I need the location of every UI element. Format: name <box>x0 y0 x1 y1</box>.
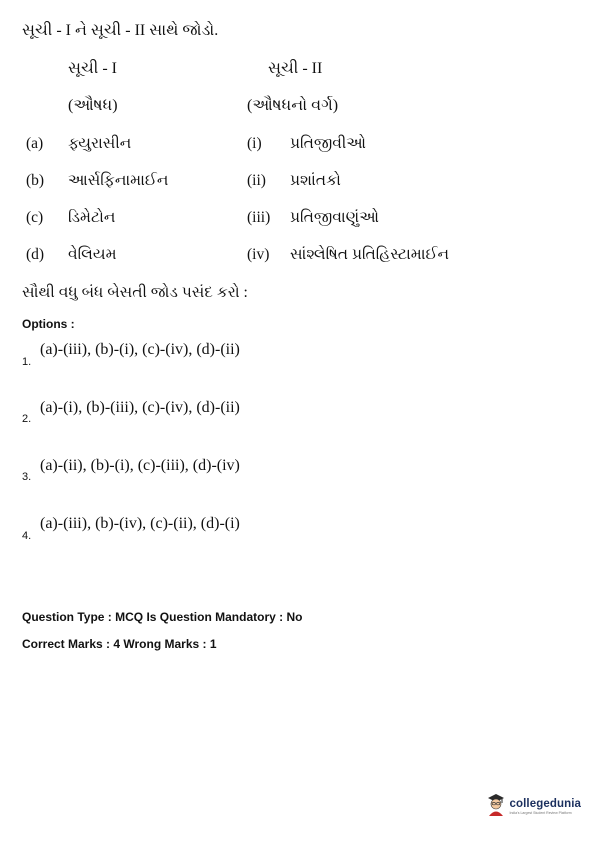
list2-item: પ્રતિજીવીઓ <box>290 135 367 152</box>
list2-label: (iii) <box>247 209 271 226</box>
option-text: (a)-(i), (b)-(iii), (c)-(iv), (d)-(ii) <box>40 399 240 416</box>
option-text: (a)-(ii), (b)-(i), (c)-(iii), (d)-(iv) <box>40 457 240 474</box>
list2-label: (i) <box>247 135 262 152</box>
list1-item: વેલિયમ <box>68 246 117 263</box>
list2-label: (iv) <box>247 246 270 263</box>
logo-tagline: India's Largest Student Review Platform <box>509 811 572 815</box>
list1-item: ફ્યુરાસીન <box>68 135 132 152</box>
option-text: (a)-(iii), (b)-(i), (c)-(iv), (d)-(ii) <box>40 341 240 358</box>
question-type-line: Question Type : MCQ Is Question Mandatory : No <box>22 610 303 624</box>
list1-label: (a) <box>26 135 44 152</box>
options-label: Options : <box>22 317 75 331</box>
question-intro: સૂચી - I ને સૂચી - II સાથે જોડો. <box>22 22 219 39</box>
list1-item: ડિમેટોન <box>68 209 116 226</box>
list1-label: (d) <box>26 246 45 263</box>
list2-item: સાંશ્લેષિત પ્રતિહિસ્ટામાઈન <box>290 246 450 263</box>
list2-title: સૂચી - II <box>268 60 323 77</box>
collegedunia-logo <box>486 792 582 821</box>
logo-name: collegedunia <box>509 798 581 810</box>
list1-label: (b) <box>26 172 45 189</box>
list1-label: (c) <box>26 209 44 226</box>
option-number: 3. <box>22 471 32 483</box>
graduate-avatar-icon <box>486 792 510 821</box>
list2-label: (ii) <box>247 172 266 189</box>
option-number: 4. <box>22 530 32 542</box>
list1-title: સૂચી - I <box>68 60 117 77</box>
list1-item: આર્સફિનામાઈન <box>68 172 169 189</box>
option-text: (a)-(iii), (b)-(iv), (c)-(ii), (d)-(i) <box>40 515 240 532</box>
instruction: સૌથી વધુ બંધ બેસતી જોડ પસંદ કરો : <box>22 284 248 301</box>
list2-item: પ્રતિજીવાણુંઓ <box>290 209 379 226</box>
list2-item: પ્રશાંતકો <box>290 172 341 189</box>
option-number: 1. <box>22 356 32 368</box>
list2-subtitle: (ઔષધનો વર્ગ) <box>247 97 339 114</box>
list1-subtitle: (ઔષધ) <box>68 97 118 114</box>
marks-line: Correct Marks : 4 Wrong Marks : 1 <box>22 637 217 651</box>
option-number: 2. <box>22 413 32 425</box>
